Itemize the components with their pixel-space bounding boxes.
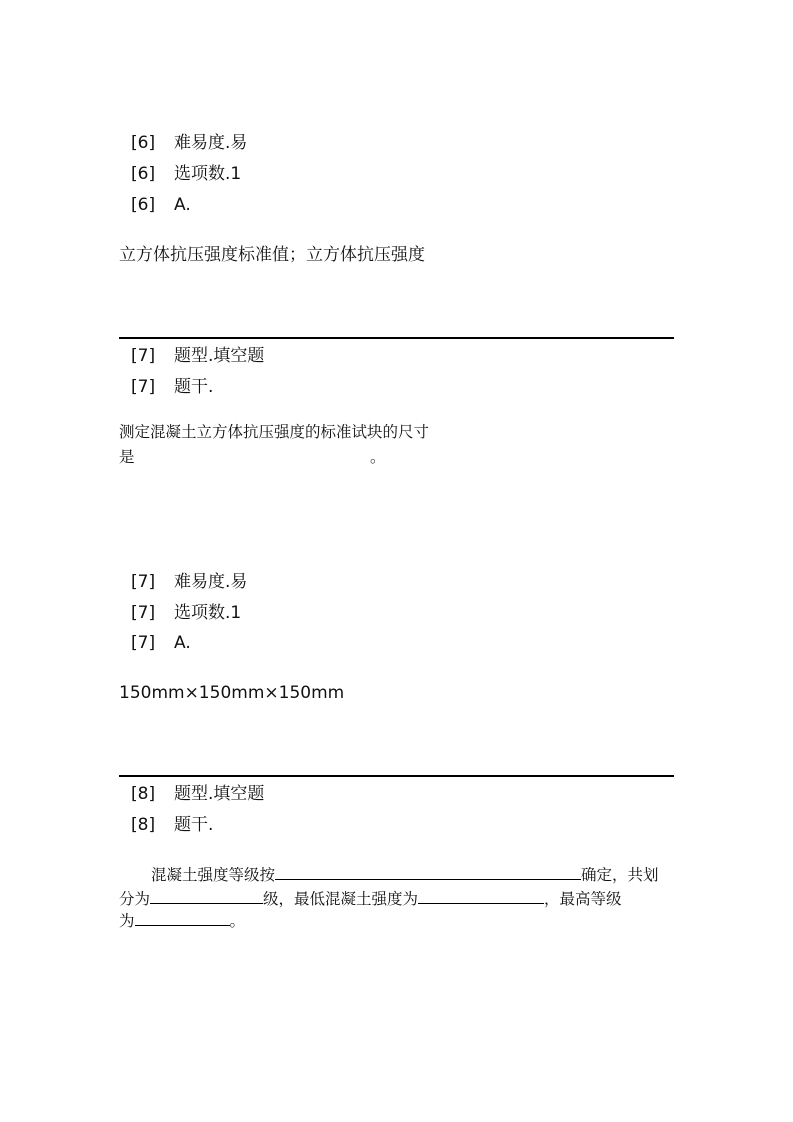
q7-tag: [7] xyxy=(131,633,156,653)
q6-answer-label: A. xyxy=(174,195,191,215)
q7-answer: 150mm×150mm×150mm xyxy=(119,683,345,703)
q6-difficulty-text: 难易度.易 xyxy=(174,133,248,153)
q7-options-text: 选项数.1 xyxy=(174,603,242,623)
answer-blank xyxy=(418,888,544,904)
q6-tag: [6] xyxy=(131,133,156,153)
q8-stem-line1 xyxy=(151,864,659,886)
answer-blank xyxy=(150,888,263,904)
answer-blank xyxy=(275,864,581,880)
q7-stem-suffix: 。 xyxy=(370,448,386,466)
q6-options-text: 选项数.1 xyxy=(174,164,242,184)
q8-stem-text: 确定，共划 xyxy=(581,866,659,884)
q6-tag: [6] xyxy=(131,195,156,215)
divider xyxy=(119,775,674,777)
q8-tag: [8] xyxy=(131,784,156,804)
divider xyxy=(119,337,674,339)
q6-answer: 立方体抗压强度标准值；立方体抗压强度 xyxy=(119,245,425,265)
q8-stem-line3 xyxy=(119,910,245,932)
q8-stem-text: 。 xyxy=(229,912,246,930)
q8-stem-text: 级，最低混凝土强度为 xyxy=(263,890,419,908)
q7-stem-line1: 测定混凝土立方体抗压强度的标准试块的尺寸 xyxy=(119,423,430,441)
q8-stem-line2 xyxy=(119,888,622,910)
q8-tag: [8] xyxy=(131,815,156,835)
q8-stem-text: 为 xyxy=(119,912,135,930)
q8-stem-text: 混凝土强度等级按 xyxy=(151,866,276,884)
q7-tag: [7] xyxy=(131,572,156,592)
q8-type-text: 题型.填空题 xyxy=(174,784,265,804)
q8-stem-label-text: 题干. xyxy=(174,815,214,835)
q7-type-text: 题型.填空题 xyxy=(174,346,265,366)
q7-stem-prefix: 是 xyxy=(119,448,135,466)
q7-answer-label: A. xyxy=(174,633,191,653)
q7-stem-label-text: 题干. xyxy=(174,377,214,397)
q7-tag: [7] xyxy=(131,346,156,366)
answer-blank xyxy=(135,910,230,926)
q7-tag: [7] xyxy=(131,603,156,623)
q6-tag: [6] xyxy=(131,164,156,184)
q8-stem-text: ，最高等级 xyxy=(544,890,622,908)
q7-difficulty-text: 难易度.易 xyxy=(174,572,248,592)
q8-stem-text: 分为 xyxy=(119,890,151,908)
q7-tag: [7] xyxy=(131,377,156,397)
